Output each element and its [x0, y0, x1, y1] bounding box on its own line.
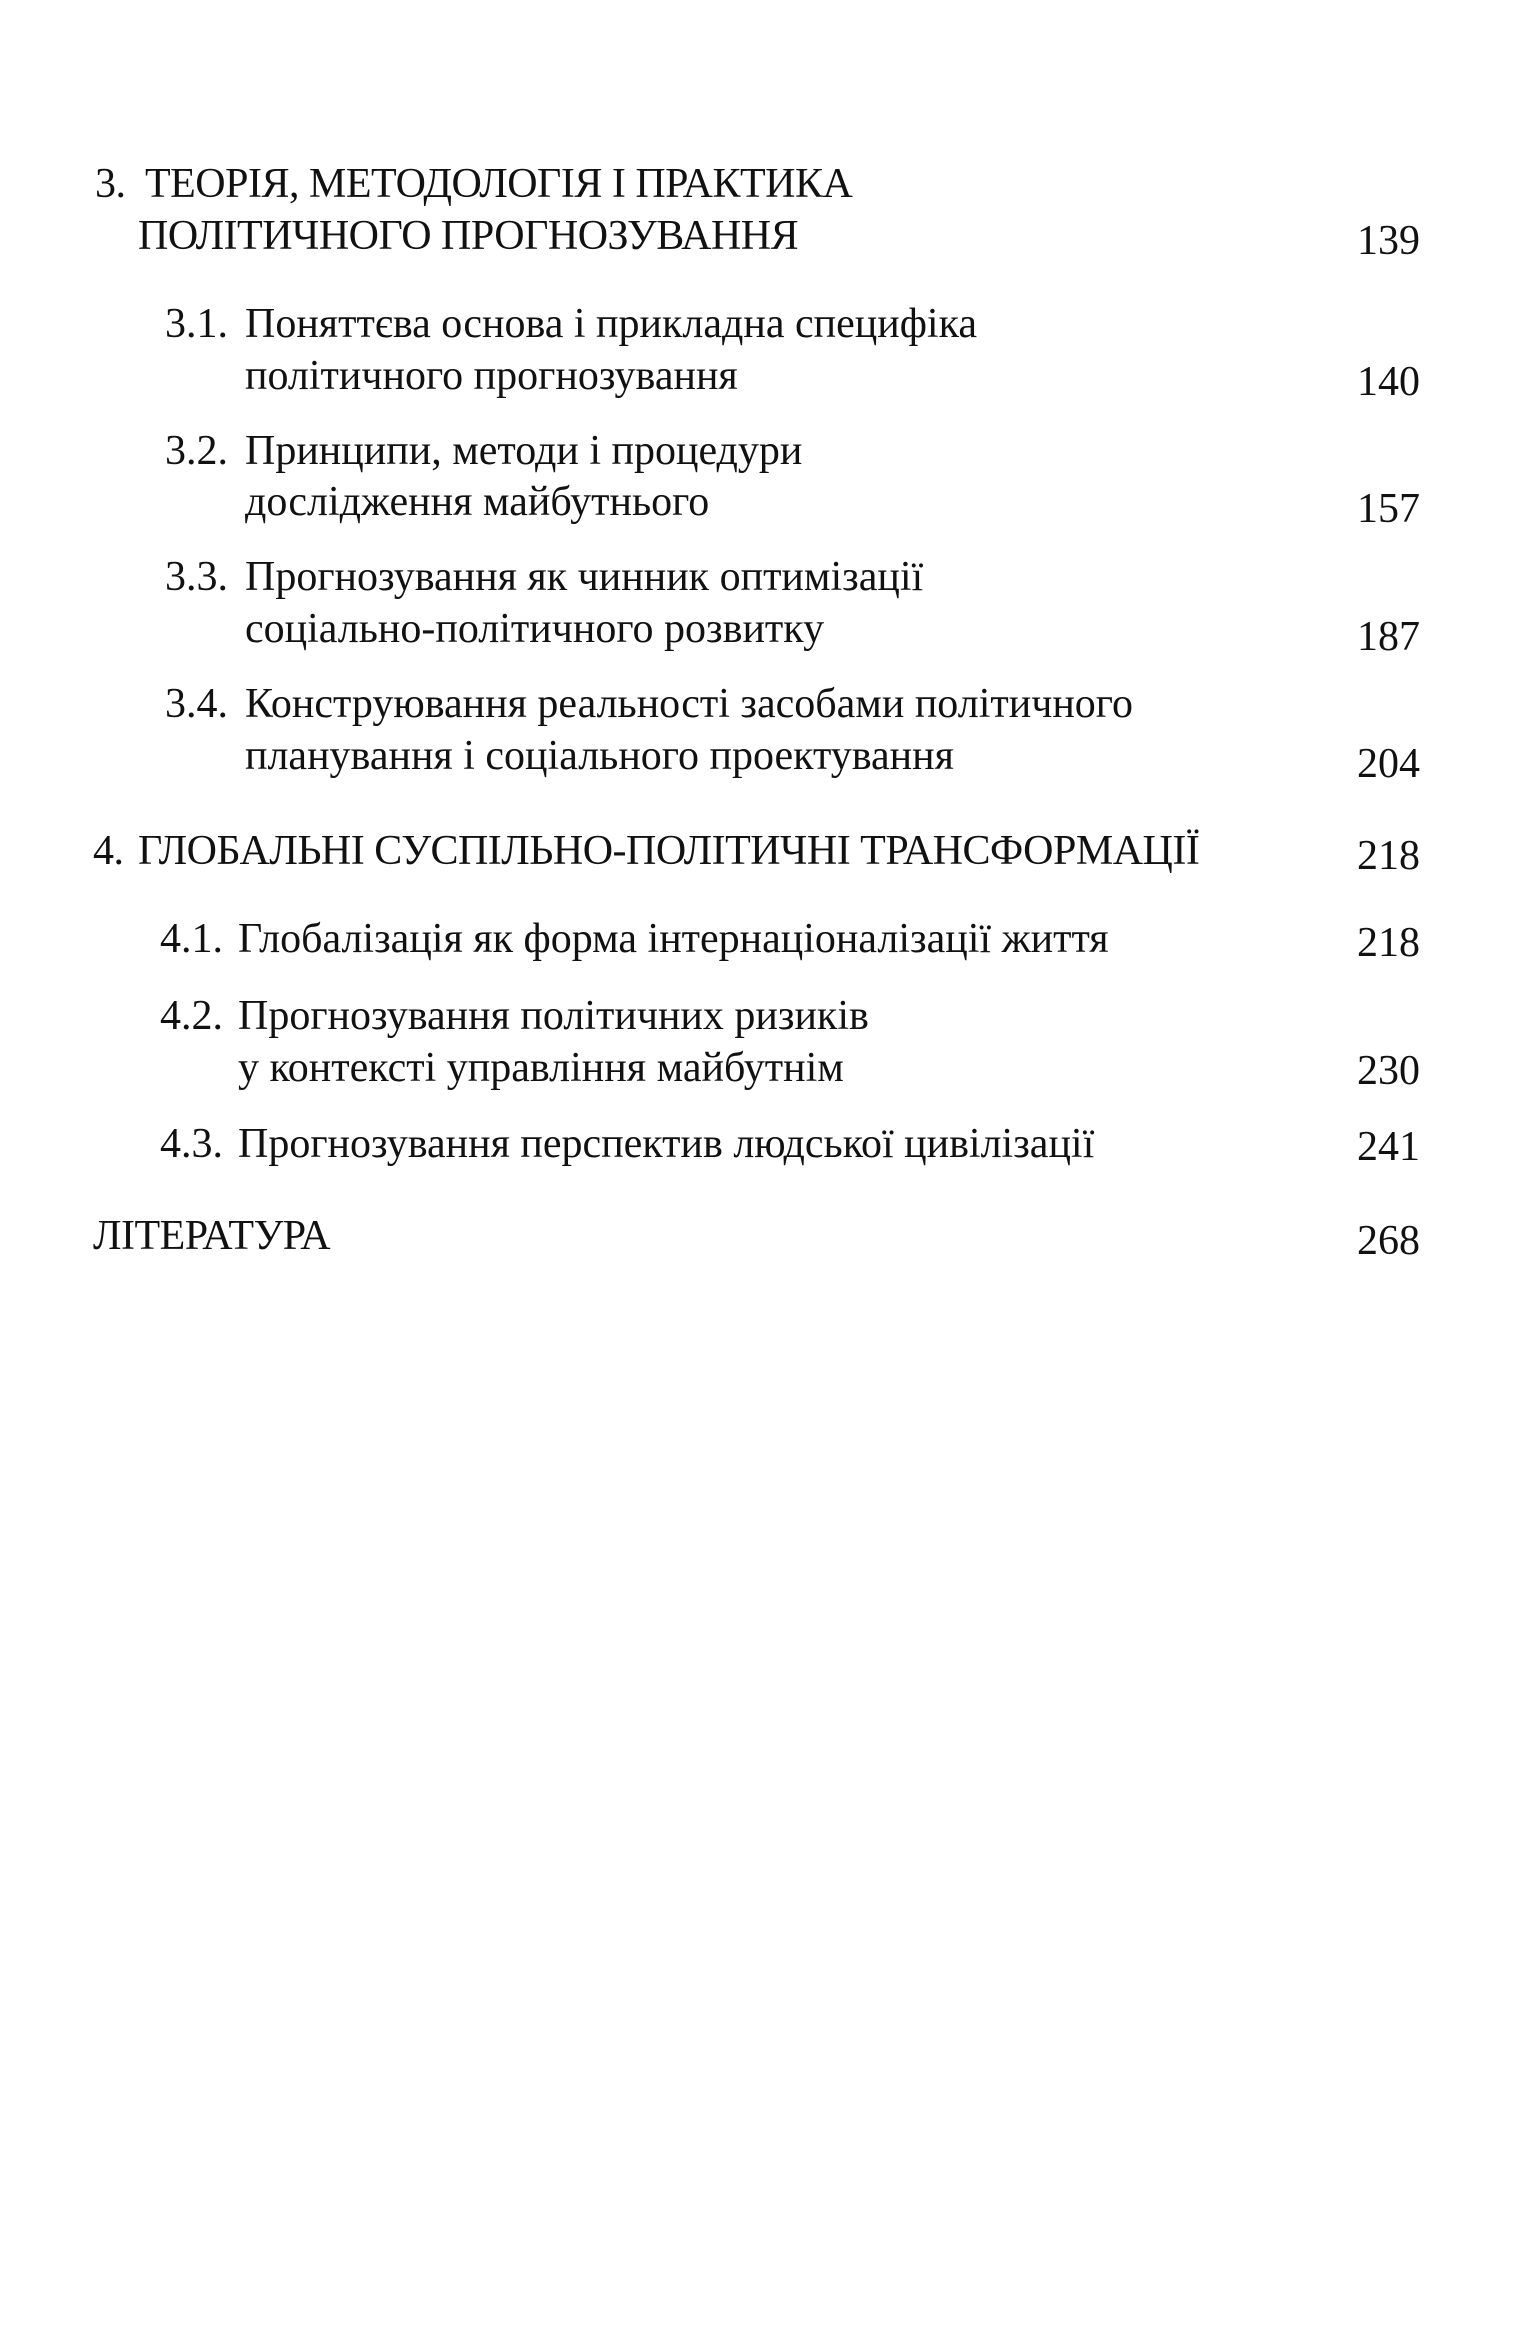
literature-title: ЛІТЕРАТУРА [93, 1213, 331, 1259]
section-title-line2: політичного прогнозування [245, 353, 738, 399]
section-title-line1: Глобалізація як форма інтернаціоналізації життя [238, 916, 1109, 962]
section-title-line1: Конструювання реальності засобами політичного [245, 681, 1133, 727]
page-number: 139 [1357, 218, 1420, 264]
section-title-line1: Прогнозування як чинник оптимізації [245, 554, 924, 600]
chapter-title-line2: ПОЛІТИЧНОГО ПРОГНОЗУВАННЯ [138, 213, 799, 259]
section-number: 3.2. [165, 428, 228, 474]
section-title-line2: дослідження майбутнього [245, 479, 710, 525]
page-number: 157 [1357, 486, 1420, 532]
page-number: 230 [1357, 1048, 1420, 1094]
section-title-line2: у контексті управління майбутнім [238, 1045, 844, 1091]
page-number: 204 [1357, 741, 1420, 787]
page-number: 187 [1357, 614, 1420, 660]
page-number: 140 [1357, 359, 1420, 405]
section-title-line2: соціально-політичного розвитку [245, 606, 825, 652]
chapter-number: 4. [93, 828, 124, 874]
page-number: 218 [1357, 833, 1420, 879]
section-title-line1: Прогнозування політичних ризиків [238, 993, 869, 1039]
page-number: 268 [1357, 1218, 1420, 1264]
section-number: 3.4. [165, 681, 228, 727]
section-number: 4.3. [160, 1121, 223, 1167]
page-number: 218 [1357, 920, 1420, 966]
section-title-line1: Принципи, методи і процедури [245, 428, 803, 474]
section-title-line1: Прогнозування перспектив людської цивілізації [238, 1121, 1095, 1167]
page-number: 241 [1357, 1124, 1420, 1170]
section-title-line2: планування і соціального проектування [245, 733, 954, 779]
chapter-title-line1: ТЕОРІЯ, МЕТОДОЛОГІЯ І ПРАКТИКА [145, 161, 853, 207]
section-number: 3.1. [165, 301, 228, 347]
section-number: 4.2. [160, 993, 223, 1039]
chapter-title: ГЛОБАЛЬНІ СУСПІЛЬНО-ПОЛІТИЧНІ ТРАНСФОРМАЦІЇ [138, 828, 1200, 874]
section-number: 3.3. [165, 554, 228, 600]
section-title-line1: Поняттєва основа і прикладна специфіка [245, 301, 977, 347]
section-number: 4.1. [160, 916, 223, 962]
chapter-number: 3. [95, 161, 126, 207]
